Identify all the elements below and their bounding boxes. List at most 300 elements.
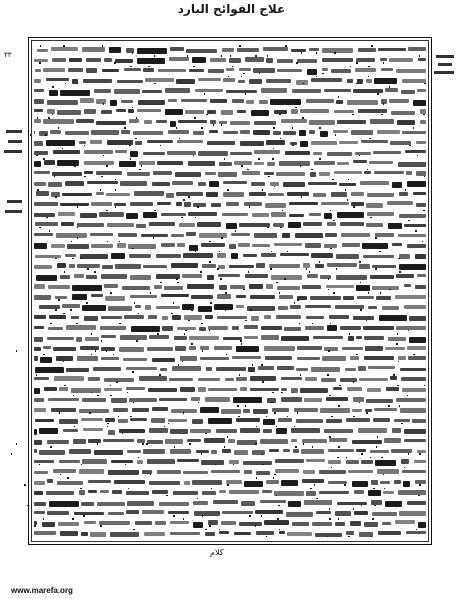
ink-word	[170, 449, 191, 454]
ink-word	[135, 305, 141, 308]
ink-dot	[338, 446, 340, 448]
ink-word	[226, 223, 237, 229]
ink-dot	[338, 518, 340, 520]
ink-word	[309, 130, 315, 134]
ink-dot	[241, 343, 243, 345]
ink-word	[175, 172, 201, 176]
ink-word	[379, 315, 407, 321]
ink-word	[156, 120, 167, 124]
ink-word	[346, 418, 370, 422]
ink-word	[178, 120, 207, 123]
ink-dot	[40, 45, 42, 47]
ink-word	[210, 99, 227, 104]
ink-word	[68, 68, 83, 73]
ink-word	[266, 480, 279, 484]
ink-dot	[154, 83, 156, 85]
ink-dot	[124, 127, 126, 129]
ink-dot	[188, 320, 190, 322]
ink-word	[228, 439, 235, 443]
ink-dot	[138, 313, 140, 315]
ink-dot	[39, 62, 41, 64]
ink-dot	[227, 436, 229, 438]
ink-word	[124, 315, 144, 319]
ink-word	[101, 110, 112, 115]
ink-dot	[179, 138, 181, 140]
ink-word	[34, 398, 44, 402]
ink-dot	[164, 426, 166, 428]
ink-word	[202, 491, 216, 495]
ink-word	[49, 501, 79, 507]
ink-dot	[55, 196, 57, 198]
ink-dot	[398, 258, 400, 260]
ink-word	[205, 532, 215, 536]
ink-word	[262, 490, 272, 493]
ink-dot	[81, 464, 83, 466]
ink-dot	[36, 155, 38, 157]
ink-word	[48, 398, 79, 401]
ink-dot	[329, 508, 331, 510]
ink-word	[53, 150, 80, 154]
ink-word	[88, 377, 100, 380]
ink-word	[63, 429, 78, 433]
ink-word	[327, 152, 352, 156]
ink-word	[331, 192, 347, 196]
ink-word	[223, 192, 244, 197]
ink-word	[57, 160, 79, 166]
ink-word	[136, 224, 146, 228]
ink-word	[39, 305, 60, 309]
ink-dot	[348, 536, 350, 538]
ink-dot	[43, 158, 45, 160]
ink-word	[271, 212, 286, 216]
ink-word	[364, 336, 384, 339]
ink-dot	[209, 330, 211, 332]
ink-word	[129, 254, 151, 258]
ink-word	[374, 78, 397, 84]
ink-dot	[241, 165, 243, 167]
ink-dot	[238, 416, 240, 418]
ink-dot	[401, 423, 403, 425]
ink-word	[352, 409, 362, 412]
ink-word	[372, 512, 397, 517]
ink-word	[274, 243, 302, 246]
ink-dot	[287, 251, 289, 253]
ink-word	[169, 57, 189, 61]
ink-word	[403, 481, 410, 487]
ink-dot	[195, 251, 197, 253]
ink-word	[147, 459, 175, 463]
ink-word	[115, 264, 141, 269]
ink-word	[236, 418, 260, 422]
ink-word	[143, 265, 167, 268]
ink-word	[241, 501, 255, 506]
ink-dot	[139, 169, 141, 171]
ink-dot	[398, 361, 400, 363]
ink-dot	[361, 453, 363, 455]
ink-word	[184, 202, 191, 206]
ink-dot	[345, 189, 347, 191]
ink-word	[206, 367, 212, 371]
ink-dot	[245, 320, 247, 322]
manuscript-line	[34, 437, 426, 443]
ink-word	[356, 58, 375, 63]
ink-dot	[148, 66, 150, 68]
ink-word	[71, 316, 79, 319]
ink-word	[84, 171, 93, 174]
ink-word	[126, 367, 157, 371]
ink-word	[120, 181, 147, 186]
ink-word	[296, 368, 308, 371]
ink-dot	[371, 45, 373, 47]
ink-word	[117, 80, 143, 84]
ink-dot	[211, 488, 213, 490]
ink-word	[53, 469, 76, 473]
ink-word	[158, 69, 186, 73]
ink-word	[162, 316, 168, 320]
ink-dot	[356, 62, 358, 64]
ink-word	[274, 491, 304, 496]
ink-word	[408, 47, 426, 50]
ink-word	[313, 152, 322, 156]
ink-dot	[219, 251, 221, 253]
ink-word	[356, 285, 370, 291]
manuscript-line	[34, 231, 426, 237]
ink-word	[172, 366, 201, 371]
ink-word	[161, 213, 186, 216]
ink-dot	[185, 330, 187, 332]
ink-word	[370, 119, 394, 124]
ink-dot	[417, 258, 419, 260]
manuscript-line	[34, 242, 426, 248]
ink-word	[179, 223, 195, 227]
margin-gloss	[7, 200, 22, 203]
ink-word	[236, 377, 247, 381]
ink-dot	[282, 210, 284, 212]
ink-word	[304, 398, 322, 403]
ink-dot	[118, 416, 120, 418]
ink-word	[34, 89, 44, 93]
ink-word	[198, 387, 206, 392]
ink-dot	[350, 66, 352, 68]
ink-dot	[319, 261, 321, 263]
ink-word	[34, 141, 43, 146]
ink-word	[76, 119, 94, 122]
ink-word	[149, 481, 180, 485]
ink-dot	[335, 134, 337, 136]
ink-word	[34, 491, 43, 495]
ink-word	[291, 428, 320, 433]
margin-gloss	[434, 71, 454, 74]
ink-dot	[327, 374, 329, 376]
ink-dot	[359, 402, 361, 404]
ink-word	[91, 294, 103, 297]
ink-dot	[210, 302, 212, 304]
ink-word	[149, 222, 175, 226]
ink-dot	[38, 248, 40, 250]
ink-dot	[274, 412, 276, 414]
ink-dot	[408, 453, 410, 455]
ink-word	[386, 387, 399, 391]
ink-dot	[86, 302, 88, 304]
ink-word	[218, 265, 225, 269]
ink-word	[239, 223, 270, 227]
ink-dot	[178, 364, 180, 366]
ink-dot	[227, 484, 229, 486]
ink-dot	[132, 52, 134, 54]
ink-word	[205, 397, 230, 402]
ink-dot	[292, 392, 294, 394]
ink-word	[238, 243, 250, 247]
ink-word	[269, 264, 300, 268]
ink-word	[207, 275, 214, 279]
ink-word	[388, 337, 406, 340]
ink-word	[34, 79, 41, 83]
ink-word	[243, 254, 257, 257]
ink-word	[288, 501, 301, 507]
ink-word	[114, 480, 145, 484]
footer-source-url: www.marefa.org	[11, 586, 73, 595]
ink-dot	[330, 210, 332, 212]
ink-word	[137, 460, 143, 464]
ink-dot	[419, 55, 421, 57]
ink-word	[79, 490, 85, 495]
ink-word	[249, 284, 263, 288]
ink-dot	[154, 55, 156, 57]
ink-dot	[328, 278, 330, 280]
ink-dot	[241, 76, 243, 78]
ink-word	[252, 244, 270, 247]
ink-word	[121, 100, 133, 103]
ink-word	[34, 161, 41, 167]
ink-word	[222, 48, 234, 51]
ink-dot	[367, 169, 369, 171]
ink-word	[406, 531, 426, 534]
ink-word	[377, 469, 399, 474]
ink-word	[48, 285, 70, 289]
ink-word	[61, 222, 74, 226]
ink-word	[322, 48, 353, 53]
ink-word	[346, 460, 359, 463]
ink-word	[226, 90, 257, 93]
ink-dot	[80, 488, 82, 490]
ink-dot	[114, 62, 116, 64]
ink-word	[412, 419, 426, 423]
ink-dot	[30, 134, 32, 136]
ink-word	[414, 460, 426, 463]
ink-word	[34, 377, 49, 380]
ink-word	[108, 430, 115, 435]
ink-word	[71, 388, 101, 392]
ink-word	[311, 367, 340, 372]
ink-dot	[338, 405, 340, 407]
ink-dot	[174, 446, 176, 448]
ink-word	[395, 520, 415, 524]
ink-dot	[142, 443, 144, 445]
ink-dot	[366, 320, 368, 322]
manuscript-line	[34, 303, 426, 309]
ink-word	[34, 481, 45, 486]
ink-word	[42, 522, 55, 527]
manuscript-line	[34, 344, 426, 350]
ink-word	[306, 459, 325, 462]
ink-word	[34, 460, 54, 463]
ink-word	[77, 356, 98, 361]
ink-word	[102, 265, 113, 269]
ink-word	[69, 58, 82, 62]
ink-word	[270, 99, 301, 105]
ink-dot	[46, 217, 48, 219]
ink-word	[90, 532, 106, 537]
ink-dot	[60, 145, 62, 147]
ink-dot	[130, 416, 132, 418]
ink-word	[47, 337, 74, 341]
ink-dot	[413, 127, 415, 129]
ink-word	[83, 428, 103, 431]
ink-dot	[55, 258, 57, 260]
ink-word	[116, 109, 126, 112]
ink-word	[207, 141, 235, 145]
ink-word	[205, 315, 213, 319]
ink-word	[322, 356, 346, 360]
ink-word	[53, 347, 76, 351]
ink-dot	[256, 477, 258, 479]
ink-dot	[331, 467, 333, 469]
ink-word	[96, 171, 122, 175]
ink-dot	[150, 292, 152, 294]
ink-word	[88, 480, 111, 483]
ink-word	[100, 490, 109, 493]
ink-word	[165, 109, 183, 115]
ink-word	[376, 296, 391, 300]
ink-word	[126, 510, 139, 514]
ink-dot	[201, 453, 203, 455]
ink-word	[277, 286, 300, 291]
ink-word	[170, 532, 200, 535]
ink-dot	[115, 189, 117, 191]
ink-word	[389, 99, 409, 103]
ink-word	[148, 388, 177, 391]
ink-dot	[233, 464, 235, 466]
ink-word	[275, 469, 299, 472]
manuscript-line	[34, 97, 426, 103]
ink-word	[219, 285, 227, 290]
ink-word	[324, 89, 351, 92]
ink-dot	[292, 145, 294, 147]
ink-word	[67, 244, 89, 249]
ink-dot	[301, 52, 303, 54]
ink-word	[66, 368, 89, 372]
ink-word	[170, 521, 189, 524]
ink-dot	[77, 227, 79, 229]
ink-word	[281, 480, 298, 486]
ink-word	[303, 263, 310, 267]
ink-word	[183, 471, 208, 474]
ink-word	[342, 243, 360, 247]
ink-dot	[127, 392, 129, 394]
ink-word	[409, 316, 426, 320]
ink-dot	[329, 518, 331, 520]
ink-word	[399, 192, 408, 196]
ink-dot	[113, 354, 115, 356]
ink-word	[142, 90, 162, 94]
ink-dot	[255, 443, 257, 445]
ink-dot	[150, 474, 152, 476]
ink-dot	[375, 268, 377, 270]
ink-word	[48, 327, 63, 331]
ink-dot	[133, 529, 135, 531]
ink-dot	[60, 474, 62, 476]
ink-word	[66, 325, 96, 329]
ink-dot	[184, 333, 186, 335]
ink-word	[143, 152, 165, 156]
ink-word	[211, 203, 221, 207]
ink-word	[34, 531, 56, 535]
ink-dot	[84, 176, 86, 178]
ink-dot	[361, 505, 363, 507]
ink-dot	[28, 467, 30, 469]
ink-word	[209, 181, 219, 187]
ink-word	[322, 58, 353, 62]
ink-dot	[197, 206, 199, 208]
ink-word	[355, 152, 371, 155]
ink-dot	[64, 385, 66, 387]
manuscript-line	[34, 458, 426, 464]
ink-word	[211, 470, 240, 473]
ink-word	[34, 295, 51, 300]
ink-word	[306, 316, 324, 319]
ink-word	[182, 274, 202, 278]
ink-dot	[375, 237, 377, 239]
ink-word	[291, 439, 297, 442]
ink-word	[130, 202, 153, 206]
ink-dot	[338, 96, 340, 98]
ink-word	[334, 110, 354, 114]
ink-word	[114, 89, 140, 94]
ink-word	[189, 346, 196, 349]
ink-word	[284, 327, 301, 331]
ink-word	[254, 121, 276, 125]
ink-dot	[16, 443, 18, 445]
ink-word	[254, 162, 264, 165]
ink-word	[231, 253, 238, 259]
ink-dot	[273, 477, 275, 479]
ink-word	[39, 428, 58, 434]
ink-word	[404, 284, 411, 288]
ink-word	[69, 264, 75, 268]
ink-dot	[424, 83, 426, 85]
ink-dot	[301, 196, 303, 198]
ink-word	[133, 131, 163, 136]
ink-word	[337, 162, 349, 165]
ink-word	[340, 378, 357, 382]
ink-word	[336, 254, 359, 258]
ink-dot	[228, 76, 230, 78]
ink-word	[47, 100, 78, 105]
ink-dot	[173, 515, 175, 517]
ink-word	[199, 327, 206, 332]
ink-word	[172, 315, 181, 319]
ink-word	[157, 161, 183, 165]
ink-word	[122, 286, 150, 290]
ink-word	[331, 69, 351, 73]
ink-dot	[397, 333, 399, 335]
manuscript-line	[34, 221, 426, 227]
ink-word	[287, 192, 309, 196]
ink-dot	[226, 354, 228, 356]
ink-word	[305, 326, 324, 330]
ink-dot	[132, 248, 134, 250]
ink-word	[193, 501, 208, 505]
